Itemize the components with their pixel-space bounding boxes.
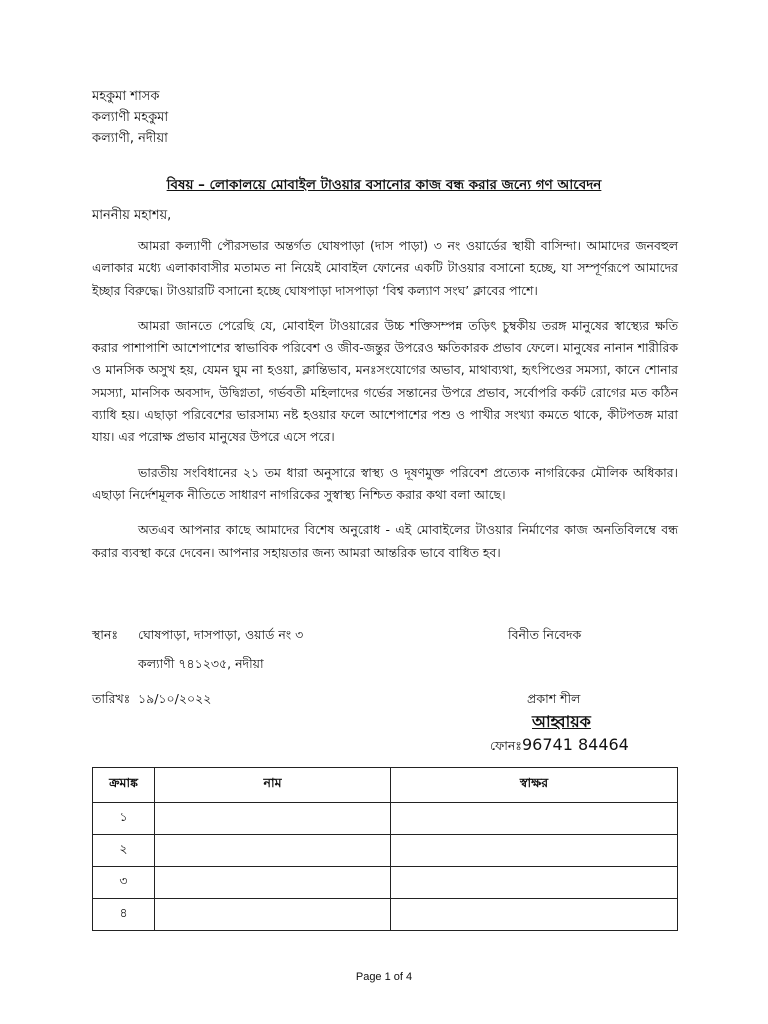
row-serial: ১ <box>93 803 155 835</box>
row-name-cell <box>155 835 391 867</box>
date-label: তারিখঃ <box>92 691 131 706</box>
row-name-cell <box>155 899 391 931</box>
place-row <box>92 620 303 649</box>
table-header-row <box>93 768 678 803</box>
recipient-location: কল্যাণী, নদীয়া <box>92 131 168 146</box>
row-name-cell <box>155 867 391 899</box>
place-line-1: ঘোষপাড়া, দাসপাড়া, ওয়ার্ড নং ৩ <box>138 627 304 642</box>
paragraph-1: আমরা কল্যাণী পৌরসভার অন্তর্গত ঘোষপাড়া (দাস পাড়া) ৩ নং ওয়ার্ডের স্থায়ী বাসিন্দা। আমাদের জনবহুল এলাকার মধ্যে এলাকাবাসীর মতামত না নিয়েই মোবাইল ফোনের একটি টাওয়ার বসানো হচ্ছে, যা সম্পূর্ণরূপে আমাদের ইচ্ছার বিরুদ্ধে। টাওয়ারটি বসানো হচ্ছে ঘোষপাড়া দাসপাড়া ‘বিশ্ব কল্যাণ সংঘ’ ক্লাবের পাশে। <box>92 238 678 298</box>
header-signature: স্বাক্ষর <box>391 768 678 803</box>
closing-text: বিনীত নিবেদক <box>508 627 582 642</box>
table-row <box>93 803 678 835</box>
table-row <box>93 867 678 899</box>
recipient-address <box>92 86 168 149</box>
phone-line <box>490 735 629 758</box>
salutation: মাননীয় মহাশয়, <box>92 208 172 223</box>
paragraph-4: অতএব আপনার কাছে আমাদের বিশেষ অনুরোধ - এই মোবাইলের টাওয়ার নির্মাণের কাজ অনতিবিলম্বে বন্ধ করার ব্যবস্থা করে দেবেন। আপনার সহায়তার জন্য আমরা আন্তরিক ভাবে বাধিত হব। <box>92 522 678 560</box>
header-name: নাম <box>155 768 391 803</box>
date-value: ১৯/১০/২০২২ <box>138 691 212 706</box>
page-footer: Page 1 of 4 <box>355 971 413 983</box>
recipient-office: কল্যাণী মহকুমা <box>92 110 169 125</box>
row-signature-cell <box>391 867 678 899</box>
subject-line: বিষয় – লোকালয়ে মোবাইল টাওয়ার বসানোর কাজ বন্ধ করার জন্যে গণ আবেদন <box>166 177 602 193</box>
row-serial: ৪ <box>93 899 155 931</box>
paragraph-3: ভারতীয় সংবিধানের ২১ তম ধারা অনুসারে স্বাস্থ্য ও দূষণমুক্ত পরিবেশ প্রত্যেক নাগরিকের মৌলিক অধিকার। এছাড়া নির্দেশমূলক নীতিতে সাধারণ নাগরিকের সুস্বাস্থ্য নিশ্চিত করার কথা বলা আছে। <box>92 464 678 502</box>
place-line-2: কল্যাণী ৭৪১২৩৫, নদীয়া <box>138 656 264 671</box>
row-signature-cell <box>391 899 678 931</box>
phone-number: 96741 84464 <box>521 735 629 754</box>
phone-label: ফোনঃ <box>490 738 522 753</box>
row-name-cell <box>155 803 391 835</box>
letter-body <box>92 235 678 577</box>
place-label: স্থানঃ <box>92 627 119 642</box>
convenor-title: আহ্বায়ক <box>532 712 591 731</box>
row-signature-cell <box>391 835 678 867</box>
recipient-title: মহকুমা শাসক <box>92 89 160 104</box>
date-row <box>92 684 303 713</box>
sender-block <box>508 620 581 713</box>
row-signature-cell <box>391 803 678 835</box>
paragraph-2: আমরা জানতে পেরেছি যে, মোবাইল টাওয়ারের উচ্চ শক্তিসম্পন্ন তড়িৎ চুম্বকীয় তরঙ্গ মানুষের স্বাস্থ্যের ক্ষতি করার পাশাপাশি আশেপাশের স্বাভাবিক পরিবেশ ও জীব-জন্তুর উপরেও ক্ষতিকারক প্রভাব ফেলে। মানুষের নানান শারীরিক ও মানসিক অসুখ হয়, যেমন ঘুম না হওয়া, ক্লান্তিভাব, মনঃসংযোগের অভাব, মাথাব্যথা, হৃৎপিণ্ডের সমস্যা, কানে শোনার সমস্যা, মানসিক অবসাদ, উদ্বিগ্নতা, গর্ভবতী মহিলাদের গর্ভের সন্তানের উপরে প্রভাব, সর্বোপরি কর্কট রোগের মত কঠিন ব্যাধি হয়। এছাড়া পরিবেশের ভারসাম্য নষ্ট হওয়ার ফলে আশেপাশের পশু ও পাখীর সংখ্যা কমতে থাকে, কীটপতঙ্গ মারা যায়। এর পরোক্ষ প্রভাব মানুষের উপরে এসে পরে। <box>92 317 678 445</box>
row-serial: ২ <box>93 835 155 867</box>
table-row <box>93 899 678 931</box>
row-serial: ৩ <box>93 867 155 899</box>
table-row <box>93 835 678 867</box>
sender-name: প্রকাশ শীল <box>527 691 581 706</box>
signature-table <box>92 767 678 931</box>
place-date-block <box>92 620 303 713</box>
header-serial: ক্রমাঙ্ক <box>93 768 155 803</box>
